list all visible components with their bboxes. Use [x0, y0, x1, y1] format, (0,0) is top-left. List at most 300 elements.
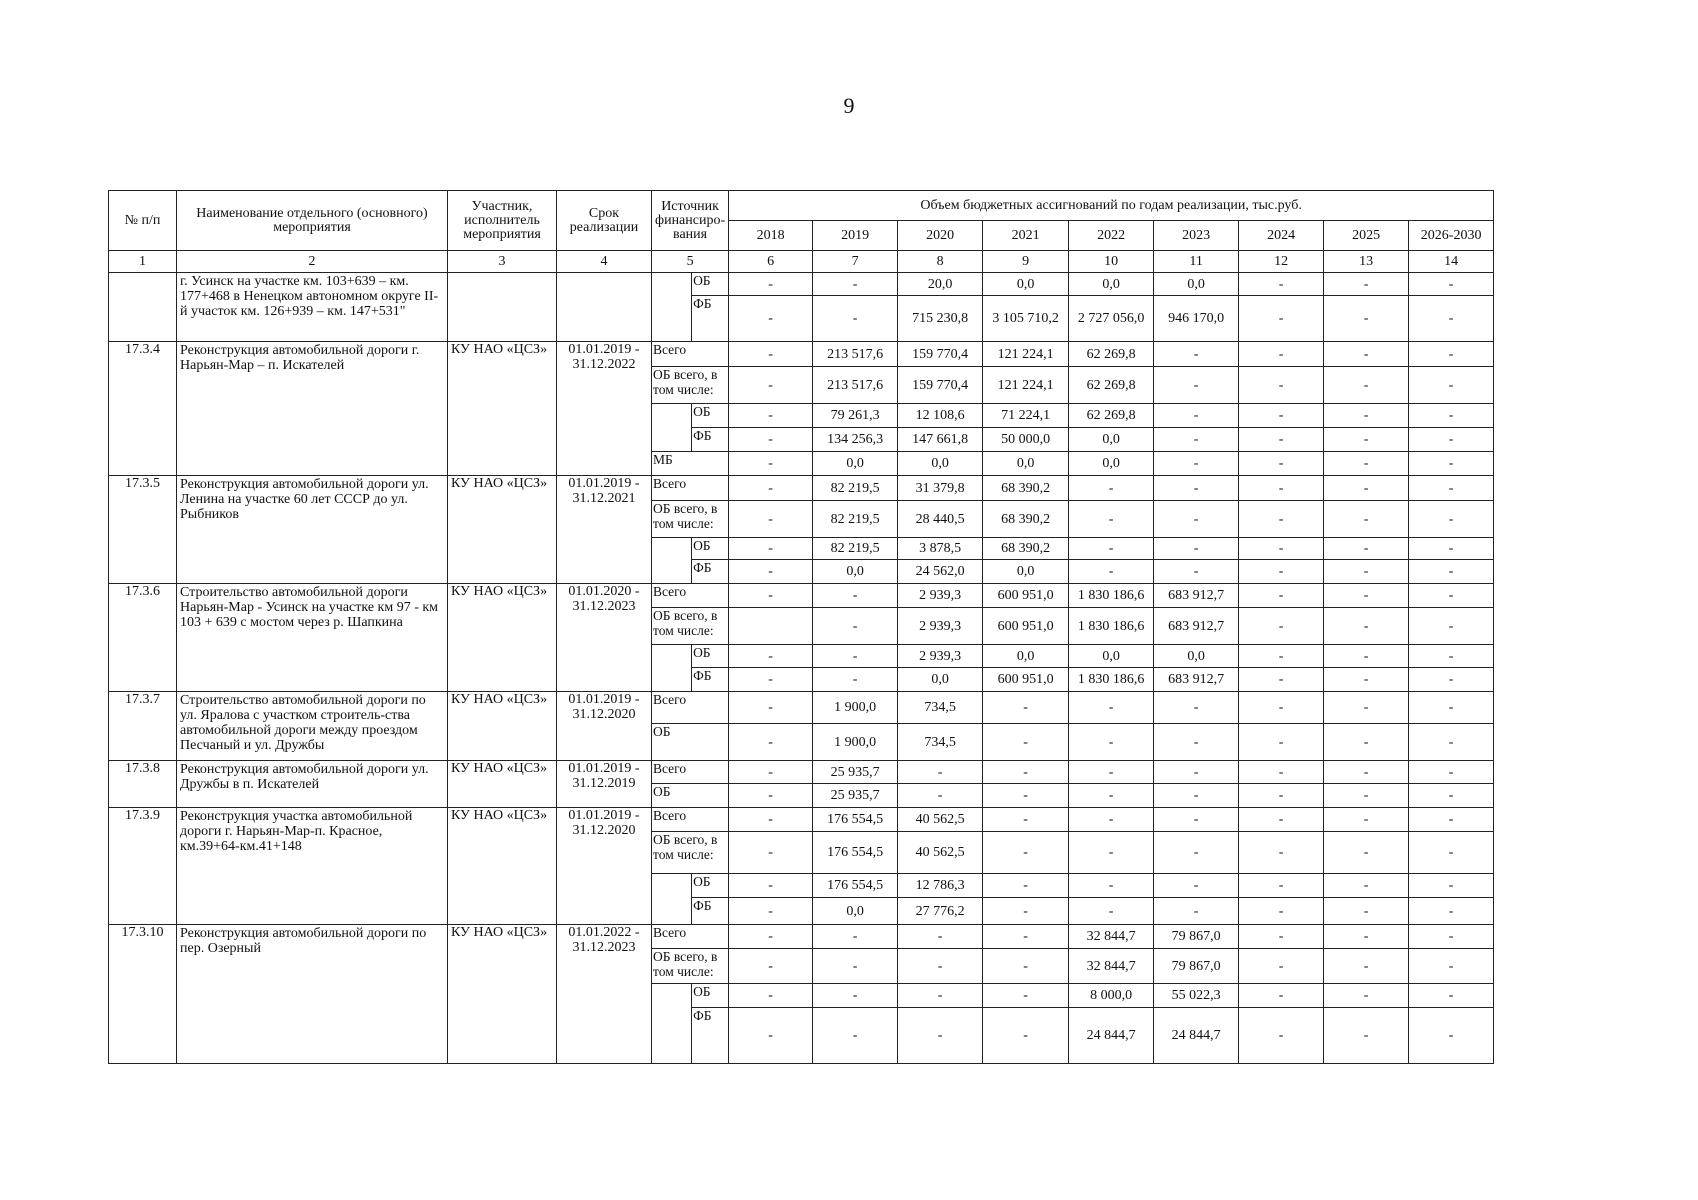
value-cell: - — [1324, 367, 1409, 404]
measure-number: 17.3.5 — [109, 476, 177, 584]
value-cell: - — [1239, 367, 1324, 404]
funding-source: ОБ всего, в том числе: — [652, 608, 729, 645]
value-cell: 0,0 — [983, 645, 1069, 668]
value-cell: - — [1239, 668, 1324, 692]
value-cell: - — [1324, 404, 1409, 428]
value-cell: 1 830 186,6 — [1069, 584, 1154, 608]
value-cell: - — [1239, 808, 1324, 832]
funding-source: ОБ всего, в том числе: — [652, 832, 729, 874]
value-cell: 24 844,7 — [1069, 1008, 1154, 1064]
value-cell: - — [1409, 874, 1494, 898]
value-cell: 55 022,3 — [1154, 984, 1239, 1008]
value-cell: 600 951,0 — [983, 668, 1069, 692]
funding-source: ОБ всего, в том числе: — [652, 367, 729, 404]
measure-number: 17.3.4 — [109, 342, 177, 476]
measure-participant: КУ НАО «ЦСЗ» — [448, 925, 557, 1064]
column-number: 4 — [557, 251, 652, 273]
value-cell: - — [1239, 692, 1324, 724]
funding-source-indent — [652, 645, 692, 692]
value-cell: - — [983, 724, 1069, 761]
value-cell: - — [1324, 296, 1409, 342]
value-cell: 32 844,7 — [1069, 949, 1154, 984]
value-cell: - — [983, 898, 1069, 925]
value-cell: 40 562,5 — [898, 808, 983, 832]
value-cell: 134 256,3 — [813, 428, 898, 452]
funding-source: ФБ — [692, 428, 729, 452]
value-cell: 79 867,0 — [1154, 949, 1239, 984]
funding-source: Всего — [652, 761, 729, 784]
value-cell: - — [729, 692, 813, 724]
measure-number — [109, 273, 177, 342]
value-cell: 1 830 186,6 — [1069, 608, 1154, 645]
value-cell: - — [898, 949, 983, 984]
table-row — [109, 273, 1494, 296]
funding-source: Всего — [652, 692, 729, 724]
value-cell: - — [729, 784, 813, 808]
value-cell: - — [729, 808, 813, 832]
column-number: 11 — [1154, 251, 1239, 273]
value-cell: 0,0 — [1069, 645, 1154, 668]
value-cell: 213 517,6 — [813, 342, 898, 367]
measure-participant: КУ НАО «ЦСЗ» — [448, 476, 557, 584]
funding-source: ОБ — [692, 273, 729, 296]
value-cell: 68 390,2 — [983, 476, 1069, 501]
value-cell: - — [1409, 452, 1494, 476]
value-cell: - — [1239, 273, 1324, 296]
term-end: 31.12.2022 — [572, 357, 636, 372]
funding-source: ОБ — [692, 984, 729, 1008]
funding-source-indent — [652, 874, 692, 925]
value-cell: 3 105 710,2 — [983, 296, 1069, 342]
value-cell: 68 390,2 — [983, 538, 1069, 560]
funding-source-indent — [652, 984, 692, 1064]
value-cell: - — [1239, 1008, 1324, 1064]
header-year: 2023 — [1154, 221, 1239, 251]
header-participant: Участник, исполнитель мероприятия — [448, 191, 557, 251]
value-cell: - — [729, 1008, 813, 1064]
value-cell: 82 219,5 — [813, 538, 898, 560]
value-cell: - — [1069, 874, 1154, 898]
value-cell: - — [1239, 724, 1324, 761]
value-cell: - — [1324, 984, 1409, 1008]
value-cell: 0,0 — [813, 898, 898, 925]
value-cell: - — [1239, 538, 1324, 560]
value-cell: - — [1324, 452, 1409, 476]
value-cell: 0,0 — [983, 452, 1069, 476]
measure-name: Строительство автомобильной дороги Нарьян-Мар - Усинск на участке км 97 - км 103 + 639 с мостом через р. Шапкина — [177, 584, 448, 692]
term-start: 01.01.2019 - — [568, 692, 640, 707]
value-cell: 0,0 — [898, 668, 983, 692]
measure-term — [557, 692, 652, 761]
funding-source: ОБ всего, в том числе: — [652, 501, 729, 538]
value-cell: 683 912,7 — [1154, 608, 1239, 645]
value-cell: - — [1324, 898, 1409, 925]
value-cell: - — [813, 645, 898, 668]
measure-term — [557, 342, 652, 476]
value-cell: - — [1324, 538, 1409, 560]
value-cell: - — [983, 808, 1069, 832]
value-cell: - — [729, 668, 813, 692]
value-cell: 0,0 — [813, 452, 898, 476]
value-cell: - — [1324, 724, 1409, 761]
measure-participant: КУ НАО «ЦСЗ» — [448, 584, 557, 692]
funding-source: ФБ — [692, 1008, 729, 1064]
value-cell: 27 776,2 — [898, 898, 983, 925]
term-end: 31.12.2023 — [572, 940, 636, 955]
measure-name: Реконструкция автомобильной дороги г. Нарьян-Мар – п. Искателей — [177, 342, 448, 476]
header-year: 2025 — [1324, 221, 1409, 251]
value-cell: - — [1069, 832, 1154, 874]
value-cell: - — [1409, 949, 1494, 984]
value-cell: - — [1239, 476, 1324, 501]
value-cell: - — [1154, 784, 1239, 808]
measure-participant: КУ НАО «ЦСЗ» — [448, 692, 557, 761]
value-cell: - — [1154, 808, 1239, 832]
value-cell: 50 000,0 — [983, 428, 1069, 452]
value-cell: - — [1069, 501, 1154, 538]
funding-source-indent — [652, 273, 692, 342]
value-cell: - — [898, 984, 983, 1008]
value-cell: 79 261,3 — [813, 404, 898, 428]
value-cell: - — [1069, 560, 1154, 584]
value-cell: - — [729, 925, 813, 949]
value-cell: - — [1409, 808, 1494, 832]
value-cell: 121 224,1 — [983, 367, 1069, 404]
value-cell: - — [813, 949, 898, 984]
term-end: 31.12.2020 — [572, 823, 636, 838]
value-cell: - — [729, 367, 813, 404]
value-cell: - — [1154, 428, 1239, 452]
value-cell: - — [729, 724, 813, 761]
value-cell: 31 379,8 — [898, 476, 983, 501]
value-cell: - — [983, 925, 1069, 949]
value-cell: - — [813, 296, 898, 342]
measure-name: г. Усинск на участке км. 103+639 – км. 177+468 в Ненецком автономном округе II-й участок км. 126+939 – км. 147+531" — [177, 273, 448, 342]
value-cell: - — [813, 984, 898, 1008]
value-cell: - — [1324, 784, 1409, 808]
value-cell: 600 951,0 — [983, 584, 1069, 608]
value-cell: - — [1239, 560, 1324, 584]
value-cell: - — [1324, 501, 1409, 538]
value-cell: - — [729, 501, 813, 538]
value-cell: - — [1154, 476, 1239, 501]
value-cell: 68 390,2 — [983, 501, 1069, 538]
measure-number: 17.3.8 — [109, 761, 177, 808]
funding-source-indent — [652, 404, 692, 452]
value-cell: 0,0 — [1154, 273, 1239, 296]
funding-source: ОБ всего, в том числе: — [652, 949, 729, 984]
value-cell: 12 108,6 — [898, 404, 983, 428]
value-cell: - — [1409, 645, 1494, 668]
funding-source: ФБ — [692, 560, 729, 584]
value-cell: - — [1409, 692, 1494, 724]
value-cell: - — [729, 273, 813, 296]
funding-source: ОБ — [692, 538, 729, 560]
value-cell: - — [729, 645, 813, 668]
value-cell: - — [1069, 538, 1154, 560]
value-cell: - — [1154, 342, 1239, 367]
funding-source: ФБ — [692, 296, 729, 342]
measure-name: Реконструкция автомобильной дороги ул. Ленина на участке 60 лет СССР до ул. Рыбников — [177, 476, 448, 584]
value-cell: - — [729, 296, 813, 342]
value-cell: - — [1239, 984, 1324, 1008]
value-cell: 715 230,8 — [898, 296, 983, 342]
value-cell: - — [1154, 724, 1239, 761]
value-cell: - — [1409, 898, 1494, 925]
value-cell: - — [1239, 404, 1324, 428]
value-cell: - — [1324, 608, 1409, 645]
table-row — [109, 342, 1494, 367]
value-cell: - — [1324, 925, 1409, 949]
value-cell: - — [1154, 898, 1239, 925]
value-cell: - — [1409, 784, 1494, 808]
value-cell: 24 844,7 — [1154, 1008, 1239, 1064]
column-number: 3 — [448, 251, 557, 273]
value-cell: - — [729, 452, 813, 476]
column-number: 6 — [729, 251, 813, 273]
value-cell: 0,0 — [1069, 273, 1154, 296]
value-cell: - — [813, 925, 898, 949]
value-cell: - — [983, 784, 1069, 808]
term-start: 01.01.2019 - — [568, 761, 640, 776]
value-cell: 40 562,5 — [898, 832, 983, 874]
value-cell: - — [1409, 668, 1494, 692]
value-cell: - — [1154, 404, 1239, 428]
value-cell: - — [1069, 808, 1154, 832]
value-cell: - — [1069, 692, 1154, 724]
header-year: 2019 — [813, 221, 898, 251]
value-cell: 1 900,0 — [813, 724, 898, 761]
term-end: 31.12.2023 — [572, 599, 636, 614]
value-cell: 0,0 — [1069, 428, 1154, 452]
value-cell: - — [729, 560, 813, 584]
value-cell: 82 219,5 — [813, 501, 898, 538]
value-cell: 62 269,8 — [1069, 367, 1154, 404]
column-number: 14 — [1409, 251, 1494, 273]
value-cell: - — [813, 1008, 898, 1064]
value-cell: - — [729, 538, 813, 560]
value-cell: - — [729, 404, 813, 428]
value-cell: 176 554,5 — [813, 832, 898, 874]
value-cell: - — [1069, 476, 1154, 501]
value-cell: 12 786,3 — [898, 874, 983, 898]
measure-name: Строительство автомобильной дороги по ул. Яралова с участком строитель-ства автомобильной дороги между проездом Песчаный и ул. Дружбы — [177, 692, 448, 761]
column-number: 7 — [813, 251, 898, 273]
measure-participant — [448, 273, 557, 342]
measure-number: 17.3.6 — [109, 584, 177, 692]
value-cell: - — [1409, 296, 1494, 342]
funding-source: МБ — [652, 452, 729, 476]
table-row — [109, 476, 1494, 501]
column-number: 9 — [983, 251, 1069, 273]
header-number: № п/п — [109, 191, 177, 251]
table-row — [109, 761, 1494, 784]
value-cell: 0,0 — [898, 452, 983, 476]
value-cell: 62 269,8 — [1069, 404, 1154, 428]
term-start: 01.01.2022 - — [568, 925, 640, 940]
header-term: Срок реализации — [557, 191, 652, 251]
value-cell: - — [1324, 761, 1409, 784]
value-cell: 25 935,7 — [813, 761, 898, 784]
value-cell: 71 224,1 — [983, 404, 1069, 428]
value-cell: - — [1069, 724, 1154, 761]
value-cell: 79 867,0 — [1154, 925, 1239, 949]
value-cell: - — [1409, 404, 1494, 428]
value-cell: 159 770,4 — [898, 367, 983, 404]
value-cell: - — [729, 761, 813, 784]
measure-term — [557, 925, 652, 1064]
value-cell: - — [898, 1008, 983, 1064]
funding-source: Всего — [652, 476, 729, 501]
value-cell: - — [1409, 538, 1494, 560]
term-start: 01.01.2019 - — [568, 808, 640, 823]
value-cell: - — [813, 273, 898, 296]
value-cell: - — [729, 476, 813, 501]
header-year: 2022 — [1069, 221, 1154, 251]
value-cell: - — [1239, 645, 1324, 668]
value-cell: - — [1069, 784, 1154, 808]
measure-term — [557, 273, 652, 342]
value-cell: 176 554,5 — [813, 874, 898, 898]
value-cell: - — [729, 342, 813, 367]
value-cell: 734,5 — [898, 724, 983, 761]
funding-source: ОБ — [652, 784, 729, 808]
value-cell: - — [1324, 1008, 1409, 1064]
header-year: 2024 — [1239, 221, 1324, 251]
value-cell: - — [1409, 832, 1494, 874]
value-cell: - — [813, 668, 898, 692]
value-cell: - — [1239, 428, 1324, 452]
value-cell: - — [1409, 608, 1494, 645]
column-number: 5 — [652, 251, 729, 273]
value-cell: - — [1154, 560, 1239, 584]
value-cell: - — [1154, 538, 1239, 560]
value-cell — [729, 608, 813, 645]
measure-term — [557, 761, 652, 808]
value-cell: - — [1069, 898, 1154, 925]
value-cell: - — [1239, 784, 1324, 808]
header-year: 2020 — [898, 221, 983, 251]
value-cell: - — [1324, 645, 1409, 668]
value-cell: 1 900,0 — [813, 692, 898, 724]
funding-source: ОБ — [652, 724, 729, 761]
measure-number: 17.3.10 — [109, 925, 177, 1064]
value-cell: 82 219,5 — [813, 476, 898, 501]
measure-term — [557, 476, 652, 584]
value-cell: 176 554,5 — [813, 808, 898, 832]
value-cell: 734,5 — [898, 692, 983, 724]
header-funding-source: Источник финансиро-вания — [652, 191, 729, 251]
value-cell: - — [1239, 898, 1324, 925]
value-cell: 2 939,3 — [898, 584, 983, 608]
value-cell: - — [1409, 724, 1494, 761]
value-cell: 8 000,0 — [1069, 984, 1154, 1008]
value-cell: - — [983, 832, 1069, 874]
header-year: 2018 — [729, 221, 813, 251]
value-cell: 2 939,3 — [898, 608, 983, 645]
term-start: 01.01.2019 - — [568, 342, 640, 357]
value-cell: - — [983, 761, 1069, 784]
value-cell: - — [1239, 949, 1324, 984]
value-cell: - — [1239, 761, 1324, 784]
value-cell: - — [898, 784, 983, 808]
table-row — [109, 692, 1494, 724]
value-cell: - — [983, 949, 1069, 984]
value-cell: - — [983, 874, 1069, 898]
value-cell: 213 517,6 — [813, 367, 898, 404]
column-number: 12 — [1239, 251, 1324, 273]
value-cell: 28 440,5 — [898, 501, 983, 538]
value-cell: - — [729, 898, 813, 925]
value-cell: - — [983, 984, 1069, 1008]
table-row — [109, 584, 1494, 608]
value-cell: 946 170,0 — [1154, 296, 1239, 342]
value-cell: - — [729, 832, 813, 874]
value-cell: - — [1239, 925, 1324, 949]
value-cell: 25 935,7 — [813, 784, 898, 808]
value-cell: - — [1239, 296, 1324, 342]
budget-allocation-table — [108, 190, 1494, 1064]
value-cell: - — [1154, 874, 1239, 898]
column-number: 1 — [109, 251, 177, 273]
table-row — [109, 925, 1494, 949]
term-start: 01.01.2020 - — [568, 584, 640, 599]
value-cell: - — [729, 584, 813, 608]
value-cell: - — [1154, 367, 1239, 404]
term-end: 31.12.2020 — [572, 707, 636, 722]
value-cell: - — [983, 692, 1069, 724]
value-cell: - — [1409, 560, 1494, 584]
header-year: 2021 — [983, 221, 1069, 251]
funding-source: ОБ — [692, 645, 729, 668]
measure-name: Реконструкция участка автомобильной дороги г. Нарьян-Мар-п. Красное, км.39+64-км.41+148 — [177, 808, 448, 925]
value-cell: - — [1324, 342, 1409, 367]
funding-source: ФБ — [692, 898, 729, 925]
value-cell: - — [1239, 608, 1324, 645]
value-cell: - — [1409, 273, 1494, 296]
value-cell: - — [1324, 273, 1409, 296]
funding-source: Всего — [652, 925, 729, 949]
value-cell: 0,0 — [983, 560, 1069, 584]
funding-source: Всего — [652, 584, 729, 608]
value-cell: 20,0 — [898, 273, 983, 296]
value-cell: - — [1409, 925, 1494, 949]
header-budget-volume: Объем бюджетных ассигнований по годам реализации, тыс.руб. — [729, 191, 1494, 221]
column-number: 2 — [177, 251, 448, 273]
measure-participant: КУ НАО «ЦСЗ» — [448, 808, 557, 925]
value-cell: - — [1324, 874, 1409, 898]
measure-number: 17.3.9 — [109, 808, 177, 925]
value-cell: - — [1324, 560, 1409, 584]
measure-term — [557, 808, 652, 925]
measure-name: Реконструкция автомобильной дороги по пер. Озерный — [177, 925, 448, 1064]
column-number: 8 — [898, 251, 983, 273]
value-cell: 0,0 — [1154, 645, 1239, 668]
value-cell: - — [1409, 984, 1494, 1008]
funding-source: ОБ — [692, 404, 729, 428]
funding-source: ФБ — [692, 668, 729, 692]
term-end: 31.12.2021 — [572, 491, 636, 506]
value-cell: - — [729, 874, 813, 898]
value-cell: 0,0 — [813, 560, 898, 584]
value-cell: - — [1324, 692, 1409, 724]
value-cell: 683 912,7 — [1154, 584, 1239, 608]
value-cell: 0,0 — [983, 273, 1069, 296]
value-cell: - — [1409, 501, 1494, 538]
value-cell: - — [1324, 949, 1409, 984]
value-cell: 24 562,0 — [898, 560, 983, 584]
value-cell: - — [1324, 428, 1409, 452]
